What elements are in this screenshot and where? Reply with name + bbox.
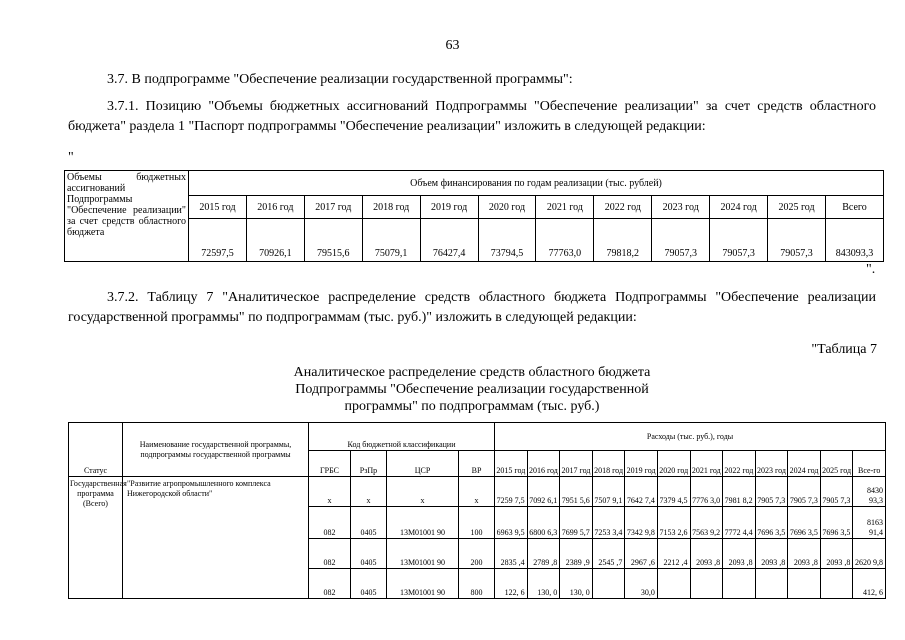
status-cell: Государственная программа (Всего)	[69, 477, 123, 599]
value-cell: 2093 ,8	[755, 539, 788, 569]
budget-year-header: 2021 год	[536, 196, 594, 219]
budget-value: 79057,3	[768, 219, 826, 262]
value-cell: 2835 ,4	[495, 539, 528, 569]
budget-year-header: Всего	[825, 196, 883, 219]
value-cell: 130, 0	[527, 569, 560, 599]
value-cell: 8430 93,3	[853, 477, 886, 507]
budget-value: 843093,3	[825, 219, 883, 262]
paragraph-3-7-1: 3.7.1. Позицию "Объемы бюджетных ассигнований Подпрограммы "Обеспечение реализации" за счет средств областного бюджета" раздела 1 "Паспорт подпрограммы "Обеспечение реализации" изложить в следующей редакции:	[68, 99, 876, 134]
budget-year-header: 2020 год	[478, 196, 536, 219]
code-cell: 13М01001 90	[387, 569, 459, 599]
budget-value: 75079,1	[362, 219, 420, 262]
code-cell: 100	[459, 507, 495, 539]
year-col-header: 2024 год	[788, 451, 821, 477]
value-cell: 412, 6	[853, 569, 886, 599]
col-expenses-header: Расходы (тыс. руб.), годы	[495, 423, 886, 451]
value-cell	[788, 569, 821, 599]
table7-label: "Таблица 7	[811, 342, 877, 357]
value-cell: 7951 5,6	[560, 477, 593, 507]
year-col-header: 2022 год	[723, 451, 756, 477]
value-cell: 7642 7,4	[625, 477, 658, 507]
budget-year-header: 2025 год	[768, 196, 826, 219]
budget-table	[64, 170, 884, 262]
budget-value: 70926,1	[246, 219, 304, 262]
value-cell: 7772 4,4	[723, 507, 756, 539]
value-cell: 130, 0	[560, 569, 593, 599]
year-col-header: 2016 год	[527, 451, 560, 477]
value-cell	[755, 569, 788, 599]
code-col-header: ЦСР	[387, 451, 459, 477]
code-cell: 200	[459, 539, 495, 569]
value-cell: 2093 ,8	[690, 539, 723, 569]
page-number: 63	[445, 38, 460, 53]
year-col-header: 2019 год	[625, 451, 658, 477]
value-cell: 2545 ,7	[592, 539, 625, 569]
code-cell: 0405	[351, 569, 387, 599]
budget-value: 77763,0	[536, 219, 594, 262]
value-cell: 7699 5,7	[560, 507, 593, 539]
budget-value: 72597,5	[189, 219, 247, 262]
code-cell: х	[459, 477, 495, 507]
value-cell: 7342 9,8	[625, 507, 658, 539]
quote-close: ".	[866, 262, 876, 277]
value-cell	[657, 569, 690, 599]
year-col-header: 2018 год	[592, 451, 625, 477]
quote-open: "	[68, 150, 74, 165]
value-cell: 7563 9,2	[690, 507, 723, 539]
code-cell: 0405	[351, 507, 387, 539]
budget-year-header: 2023 год	[652, 196, 710, 219]
paragraph-3-7-2: 3.7.2. Таблицу 7 "Аналитическое распределение средств областного бюджета Подпрограммы "Обеспечение реализации государственной программы" по подпрограммам (тыс. руб.)" изложить в следующей редакции:	[68, 290, 876, 325]
value-cell	[820, 569, 853, 599]
code-col-header: ГРБС	[309, 451, 351, 477]
value-cell: 6800 6,3	[527, 507, 560, 539]
value-cell: 7696 3,5	[788, 507, 821, 539]
budget-year-header: 2022 год	[594, 196, 652, 219]
value-cell: 7696 3,5	[820, 507, 853, 539]
col-status-header: Статус	[69, 423, 123, 477]
value-cell: 7905 7,3	[755, 477, 788, 507]
budget-year-header: 2019 год	[420, 196, 478, 219]
code-cell: 082	[309, 569, 351, 599]
distribution-table	[68, 422, 886, 599]
col-code-header: Код бюджетной классификации	[309, 423, 495, 451]
value-cell: 7905 7,3	[788, 477, 821, 507]
value-cell: 2620 9,8	[853, 539, 886, 569]
budget-year-header: 2018 год	[362, 196, 420, 219]
code-cell: 13М01001 90	[387, 539, 459, 569]
value-cell: 7696 3,5	[755, 507, 788, 539]
value-cell	[592, 569, 625, 599]
year-col-header: Все-го	[853, 451, 886, 477]
value-cell	[723, 569, 756, 599]
budget-value: 73794,5	[478, 219, 536, 262]
value-cell: 2212 ,4	[657, 539, 690, 569]
code-cell: 0405	[351, 539, 387, 569]
value-cell: 2389 ,9	[560, 539, 593, 569]
value-cell: 122, 6	[495, 569, 528, 599]
value-cell: 7507 9,1	[592, 477, 625, 507]
budget-value: 76427,4	[420, 219, 478, 262]
value-cell: 2789 ,8	[527, 539, 560, 569]
table7-title-line: Подпрограммы "Обеспечение реализации государственной	[295, 382, 649, 397]
value-cell: 7259 7,5	[495, 477, 528, 507]
table7-title-line: программы" по подпрограммам (тыс. руб.)	[344, 399, 600, 414]
year-col-header: 2023 год	[755, 451, 788, 477]
budget-year-header: 2017 год	[304, 196, 362, 219]
value-cell: 8163 91,4	[853, 507, 886, 539]
value-cell: 2093 ,8	[788, 539, 821, 569]
budget-value: 79057,3	[652, 219, 710, 262]
budget-value: 79818,2	[594, 219, 652, 262]
value-cell: 2093 ,8	[820, 539, 853, 569]
program-name-cell: "Развитие агропромышленного комплекса Нижегородской области"	[123, 477, 309, 599]
code-cell: 13М01001 90	[387, 507, 459, 539]
value-cell: 7776 3,0	[690, 477, 723, 507]
year-col-header: 2017 год	[560, 451, 593, 477]
year-col-header: 2021 год	[690, 451, 723, 477]
budget-value: 79057,3	[710, 219, 768, 262]
col-name-header: Наименование государственной программы, подпрограммы государственной программы	[123, 423, 309, 477]
value-cell: 7253 3,4	[592, 507, 625, 539]
value-cell: 7092 6,1	[527, 477, 560, 507]
budget-year-header: 2015 год	[189, 196, 247, 219]
code-cell: х	[309, 477, 351, 507]
budget-year-header: 2024 год	[710, 196, 768, 219]
value-cell: 30,0	[625, 569, 658, 599]
value-cell: 7379 4,5	[657, 477, 690, 507]
code-cell: 800	[459, 569, 495, 599]
code-col-header: ВР	[459, 451, 495, 477]
code-cell: 082	[309, 539, 351, 569]
code-cell: 082	[309, 507, 351, 539]
value-cell	[690, 569, 723, 599]
table7-title-line: Аналитическое распределение средств областного бюджета	[293, 365, 651, 380]
code-cell: х	[387, 477, 459, 507]
budget-value: 79515,6	[304, 219, 362, 262]
table7-title	[230, 364, 714, 415]
value-cell: 2967 ,6	[625, 539, 658, 569]
value-cell: 6963 9,5	[495, 507, 528, 539]
budget-header: Объем финансирования по годам реализации (тыс. рублей)	[189, 171, 884, 196]
paragraph-3-7: 3.7. В подпрограмме "Обеспечение реализации государственной программы":	[107, 72, 573, 87]
code-cell: х	[351, 477, 387, 507]
value-cell: 7905 7,3	[820, 477, 853, 507]
year-col-header: 2015 год	[495, 451, 528, 477]
budget-year-header: 2016 год	[246, 196, 304, 219]
year-col-header: 2025 год	[820, 451, 853, 477]
budget-label: Объемы бюджетных ассигнований Подпрограммы "Обеспечение реализации" за счет средств областного бюджета	[65, 171, 189, 262]
year-col-header: 2020 год	[657, 451, 690, 477]
value-cell: 7981 8,2	[723, 477, 756, 507]
value-cell: 7153 2,6	[657, 507, 690, 539]
code-col-header: РзПр	[351, 451, 387, 477]
value-cell: 2093 ,8	[723, 539, 756, 569]
